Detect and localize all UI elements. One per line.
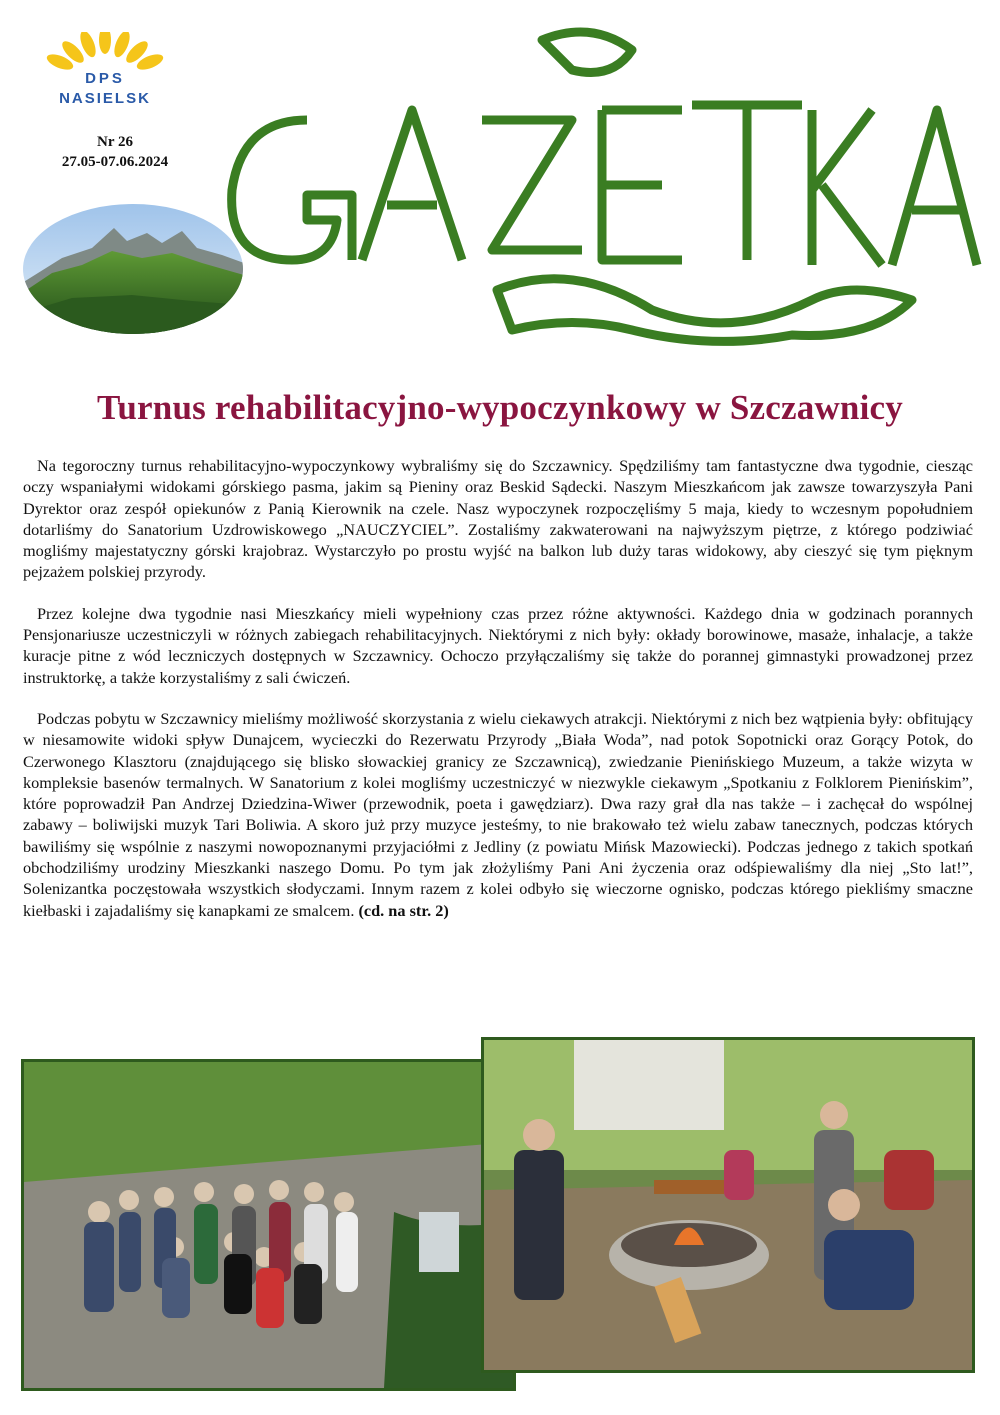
paragraph-3 (23, 708, 973, 921)
issue-dates: 27.05-07.06.2024 (61, 154, 169, 170)
logo-nasielsk-text: NASIELSK (59, 90, 151, 107)
gazetka-lettering-icon (212, 10, 982, 355)
group-photo (21, 1059, 516, 1391)
sun-icon (40, 32, 170, 72)
paragraph-2: Przez kolejne dwa tygodnie nasi Mieszkańcy mieli wypełniony czas przez różne aktywności. Każdego dnia w godzinach porannych Pensjonariusze uczestniczyli w różnych zabiegach rehabilitacyjnych. Niektórymi z nich były: okłady borowinowe, masaże, inhalacje, a także kuracje pitne z wód leczniczych dostępnych w Szczawnicy. Ochoczo przyłączaliśmy się także do porannej gimnastyki prowadzonej przez instruktorkę, a także korzystaliśmy z sali ćwiczeń. (23, 603, 973, 687)
article-body (23, 455, 973, 941)
paragraph-3-text: Podczas pobytu w Szczawnicy mieliśmy możliwość skorzystania z wielu ciekawych atrakcji. Niektórymi z nich bez wątpienia były: obfitujący w niesamowite widoki spływ Dunajcem, wycieczki do Rezerwatu Przyrody „Biała Woda”, nad potok Sopotnicki oraz Gorący Potok, do Czerwonego Klasztoru (znajdującego się blisko słowackiej granicy ze Szczawnicą), zwiedzanie Pienińskiego Muzeum, a także wizyta w kompleksie basenów termalnych. W Sanatorium z kolei mogliśmy uczestniczyć w niezwykle ciekawym „Spotkaniu z Folklorem Pienińskim”, które poprowadził Pan Andrzej Dziedzina-Wiwer (przewodnik, poeta i gawędziarz). Dwa razy grał dla nas także – i zachęcał do wspólnej zabawy – boliwijski muzyk Tari Boliwia. A skoro już przy muzyce jesteśmy, to nie brakowało też wielu zabaw tanecznych, podczas których bawiliśmy się wspólnie z naszymi nowopoznanymi przyjaciółmi z Jedliny (z powiatu Mińsk Mazowiecki). Podczas jednego z takich spotkań obchodziliśmy urodziny Mieszkanki naszego Domu. Po tym jak złożyliśmy Pani Ani życzenia oraz odśpiewaliśmy dla niej „Sto lat!”, Solenizantka poczęstowała wszystkich słodyczami. Innym razem z kolei odbyło się wieczorne ognisko, podczas którego piekliśmy smaczne kiełbaski i zajadaliśmy się kanapkami ze smalcem. (23, 708, 973, 920)
issue-number: Nr 26 (97, 134, 133, 150)
masthead-logo (212, 10, 982, 355)
logo-dps-text: DPS (85, 70, 125, 87)
bonfire-photo (481, 1037, 975, 1373)
continued-note: (cd. na str. 2) (358, 900, 449, 920)
mountain-photo (22, 203, 244, 335)
article-title: Turnus rehabilitacyjno-wypoczynkowy w Szczawnicy (97, 388, 903, 427)
dps-logo (40, 32, 170, 122)
issue-info (40, 132, 190, 172)
paragraph-1: Na tegoroczny turnus rehabilitacyjno-wypoczynkowy wybraliśmy się do Szczawnicy. Spędziliśmy tam fantastyczne dwa tygodnie, ciesząc oczy wspaniałymi widokami górskiego pasma, jakim są Pieniny oraz Beskid Sądecki. Naszym Mieszkańcom jak zawsze towarzyszyła Pani Dyrektor oraz zespół opiekunów z Panią Kierownik na czele. Nasz wypoczynek rozpoczęliśmy 5 maja, kiedy to wczesnym popołudniem dotarliśmy do Sanatorium Uzdrowiskowego „NAUCZYCIEL”. Zostaliśmy zakwaterowani na najwyższym piętrze, z którego podziwiać mogliśmy majestatyczny górski krajobraz. Wystarczyło po prostu wyjść na balkon lub duży taras widokowy, aby cieszyć się tym pięknym pejzażem polskiej przyrody. (23, 456, 973, 582)
